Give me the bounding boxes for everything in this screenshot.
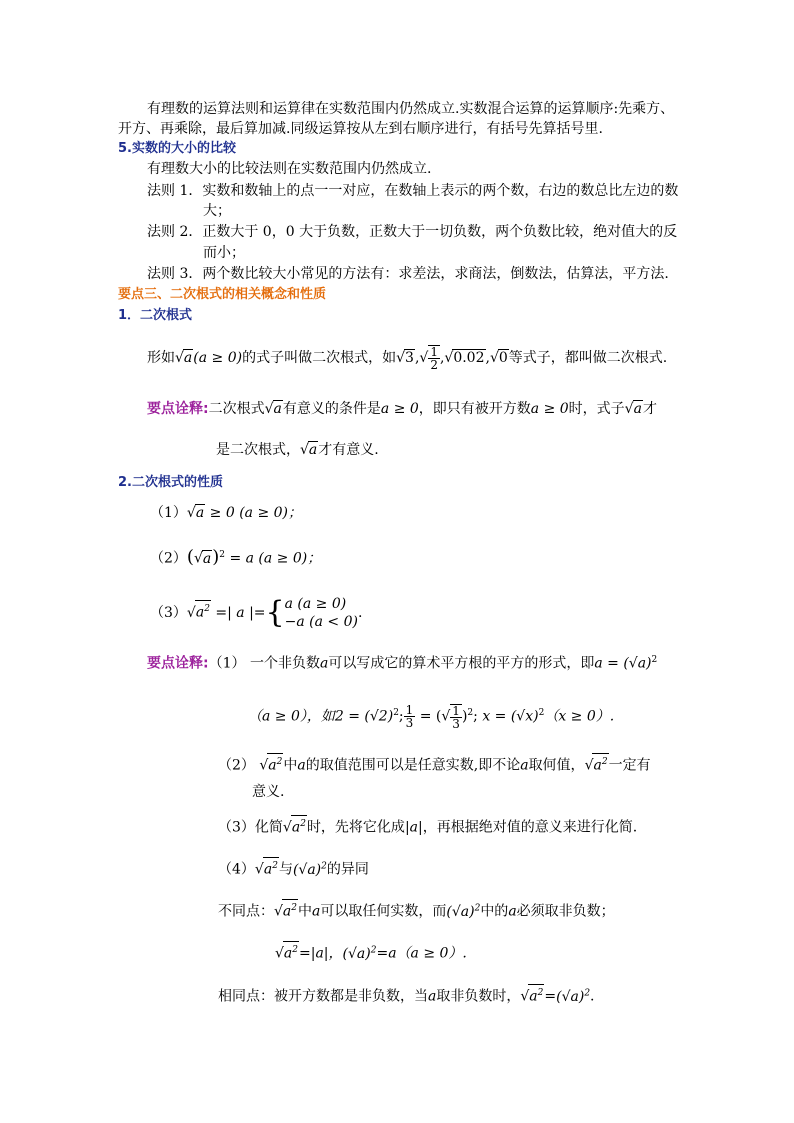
math: a ≥ 0 [380, 401, 419, 417]
math: a ≥ 0 [530, 401, 569, 417]
note-line: 相同点：被开方数都是非负数，当a取非负数时，$√a^2=(√a)^2$. [218, 983, 595, 1007]
math: a [183, 350, 193, 366]
text: 中 [283, 757, 298, 774]
text: 取非负数时， [436, 988, 521, 1005]
note-line: 要点诠释:（1） 一个非负数a可以写成它的算术平方根的平方的形式，即$a = (√a)^2$ [147, 655, 658, 672]
denominator: 3 [405, 716, 414, 731]
text: 的取值范围可以是任意实数,即不论 [305, 757, 521, 774]
piecewise-cases [285, 595, 358, 631]
text: 二次根式 [208, 401, 265, 417]
text: 取何值， [528, 757, 585, 774]
text: （3）化简 [218, 819, 283, 836]
text: 才有意义. [318, 442, 379, 458]
math: （x ≥ 0）. [544, 708, 615, 725]
text: 才 [642, 401, 657, 417]
item-number: （2） [218, 757, 255, 774]
property-line: $(2)(√a)^2 = a$ (a ≥ 0)； [150, 546, 322, 568]
text: 中 [298, 903, 313, 920]
text: 等式子，都叫做二次根式. [508, 350, 668, 366]
math: a = (√a) [594, 655, 652, 672]
text: 是二次根式， [216, 442, 300, 458]
text: 相同点：被开方数都是非负数，当 [218, 988, 428, 1005]
rule-line: 法则 1．实数和数轴上的点一一对应，在数轴上表示的两个数，右边的数总比左边的数 [147, 183, 679, 199]
item-number: （1） [208, 655, 246, 672]
text: . [590, 988, 595, 1005]
item-number: （3） [150, 605, 187, 621]
text: 可以写成它的算术平方根的平方的形式，即 [328, 655, 595, 672]
text: 的异同 [326, 861, 369, 878]
section-heading: 5.实数的大小的比较 [118, 141, 236, 156]
note-label: 要点诠释: [147, 655, 209, 672]
section-heading: 要点三、二次根式的相关概念和性质 [118, 287, 327, 302]
fraction [428, 345, 440, 371]
text: ，再根据绝对值的意义来进行化简. [422, 819, 638, 836]
math: (a ≥ 0) [193, 350, 243, 366]
math: 3 [405, 350, 414, 366]
text: 有意义的条件是 [282, 401, 381, 417]
text: . [357, 605, 363, 621]
text: 一定有 [608, 757, 651, 774]
text: 一个非负数 [249, 655, 320, 672]
fraction [404, 704, 416, 729]
note-line: 意义. [252, 784, 285, 800]
item-number: （2） [150, 550, 187, 567]
definition-line: 形如√a(a ≥ 0)的式子叫做二次根式，如√3,√ $\frac{1}{2}$ ,√0.02,√0等式子，都叫做二次根式. [147, 345, 668, 372]
note-line: 要点诠释:二次根式√a有意义的条件是a ≥ 0，即只有被开方数a ≥ 0时，式子√a才 [147, 401, 657, 417]
note-line: （3）化简$√a^2$时，先将它化成|a|，再根据绝对值的意义来进行化简. [218, 815, 637, 838]
math: =| a |= [210, 605, 266, 621]
note-line: （2） $√a^2$中a的取值范围可以是任意实数,即不论a取何值，$√a^2$一定有 [218, 753, 651, 776]
rule-line: 而小； [203, 245, 245, 261]
text: 必须取非负数； [516, 903, 615, 920]
item-number: （1） [150, 505, 187, 521]
math: x = (√x) [482, 708, 539, 725]
case: −a (a < 0) [284, 614, 358, 630]
note-line: $(4)√a^2$与$(√a)^2$的异同 [218, 856, 369, 880]
numerator: 1 [405, 703, 414, 718]
note-line: 不同点：$√a^2$中a可以取任何实数，而$(√a)^2$中的a必须取非负数； [218, 898, 615, 922]
math: =|a|， [299, 945, 343, 962]
text: 与 [278, 861, 293, 878]
denominator: 2 [430, 358, 438, 372]
math: |a| [404, 819, 423, 836]
text: 时，先将它化成 [306, 819, 405, 836]
item-number: （4） [218, 861, 255, 878]
math: （a ≥ 0），如 [248, 708, 335, 725]
math: ≥ 0 (a ≥ 0)； [205, 505, 302, 521]
text: ，即只有被开方数 [418, 401, 531, 417]
case: a (a ≥ 0) [284, 596, 347, 612]
note-label: 要点诠释: [147, 401, 209, 417]
text: 时，式子 [568, 401, 625, 417]
note-line: 是二次根式，√a才有意义. [216, 442, 379, 458]
rule-line: 大； [203, 203, 231, 219]
subsection-heading: 1．二次根式 [118, 308, 193, 323]
subsection-heading: 2.二次根式的性质 [118, 475, 223, 490]
math: 0.02 [453, 350, 485, 366]
paragraph-line: 有理数大小的比较法则在实数范围内仍然成立. [147, 161, 432, 177]
math: 0 [498, 350, 508, 366]
property-line: $(3)√a^2$ =| a |={ a (a ≥ 0) −a (a < 0) . [150, 595, 363, 630]
note-line: $√a^2=|a|$，$(√a)^2=a(a \ge 0)$. [275, 940, 467, 964]
text: 中的 [480, 903, 509, 920]
numerator: 1 [430, 345, 438, 359]
note-line: （a ≥ 0），如$2 = (√2)^2$; $\frac{1}{3}$ = (√ $\frac{1}{3}$ )$^2$; $x = (√x)^2(x \ge 0)$. [248, 703, 615, 731]
paragraph-line: 有理数的运算法则和运算律在实数范围内仍然成立.实数混合运算的运算顺序:先乘方、 [147, 101, 675, 117]
math: = [544, 988, 557, 1005]
text: 不同点： [218, 903, 274, 920]
paragraph-line: 开方、再乘除，最后算加减.同级运算按从左到右顺序进行，有括号先算括号里. [118, 121, 603, 137]
math: = a (a ≥ 0)； [225, 550, 322, 567]
math: =a（a ≥ 0）. [376, 945, 467, 962]
text: 形如 [147, 350, 175, 366]
math: 2 = (√2) [334, 708, 394, 725]
property-line: （1）√a ≥ 0 (a ≥ 0)； [150, 505, 302, 521]
text: 的式子叫做二次根式，如 [242, 350, 397, 366]
rule-line: 法则 3．两个数比较大小常见的方法有：求差法，求商法，倒数法，估算法，平方法. [147, 266, 669, 282]
text: 可以取任何实数，而 [320, 903, 447, 920]
rule-line: 法则 2．正数大于 0，0 大于负数，正数大于一切负数，两个负数比较，绝对值大的反 [147, 224, 678, 240]
